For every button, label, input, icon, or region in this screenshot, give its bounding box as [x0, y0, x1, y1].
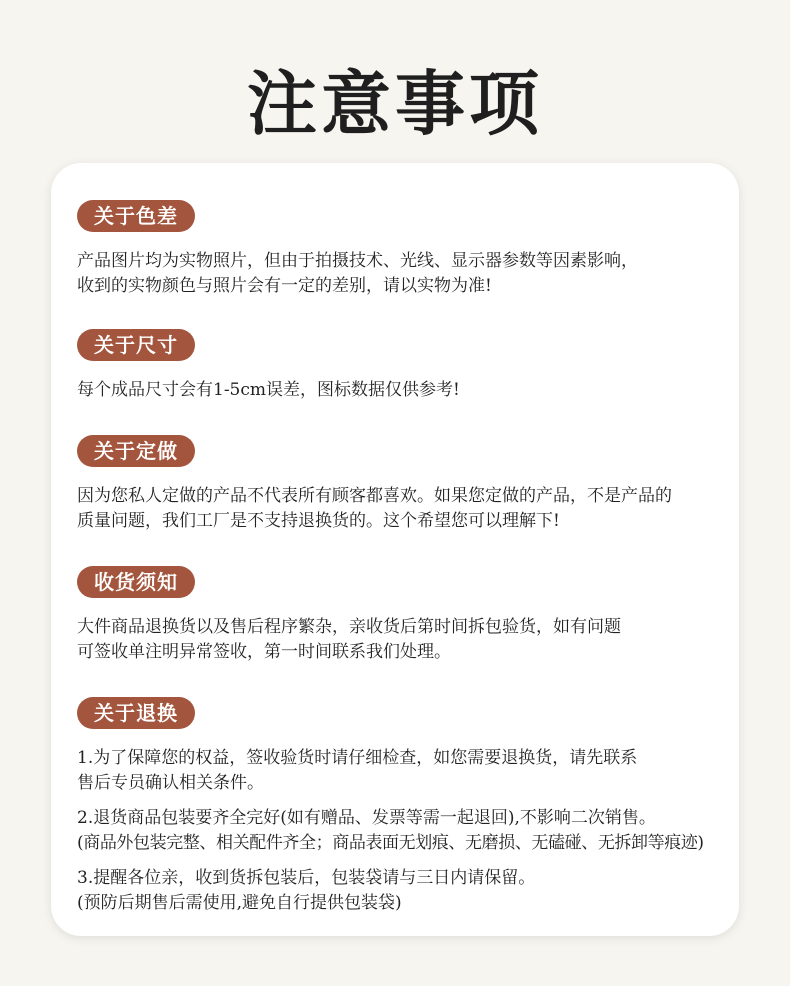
body-line: (预防后期售后需使用,避免自行提供包装袋) [77, 893, 402, 913]
body-line: 质量问题，我们工厂是不支持退换货的。这个希望您可以理解下! [77, 511, 560, 531]
section-heading-badge: 关于退换 [77, 697, 195, 729]
section-receiving-notice [77, 566, 727, 665]
section-custom-order [77, 435, 727, 534]
notice-card [51, 163, 739, 936]
list-item [77, 866, 727, 916]
body-line: 每个成品尺寸会有1-5cm误差，图标数据仅供参考! [77, 380, 460, 400]
body-line: 可签收单注明异常签收，第一时间联系我们处理。 [77, 642, 451, 662]
section-heading-badge: 收货须知 [77, 566, 195, 598]
list-item [77, 746, 727, 796]
body-line: 售后专员确认相关条件。 [77, 773, 264, 793]
section-heading-badge: 关于色差 [77, 200, 195, 232]
section-body [77, 484, 727, 534]
section-color-difference [77, 200, 727, 299]
body-line: 3.提醒各位亲，收到货拆包装后，包装袋请与三日内请保留。 [77, 868, 536, 888]
section-heading-badge: 关于尺寸 [77, 329, 195, 361]
body-line: 1.为了保障您的权益，签收验货时请仔细检查，如您需要退换货，请先联系 [77, 748, 638, 768]
body-line: 产品图片均为实物照片，但由于拍摄技术、光线、显示器参数等因素影响， [77, 251, 638, 271]
body-line: 2.退货商品包装要齐全完好(如有赠品、发票等需一起退回),不影响二次销售。 [77, 808, 656, 828]
section-size [77, 329, 727, 403]
body-line: 收到的实物颜色与照片会有一定的差别，请以实物为准! [77, 276, 492, 296]
section-heading-badge: 关于定做 [77, 435, 195, 467]
section-body [77, 378, 727, 403]
list-item [77, 806, 727, 856]
section-body [77, 615, 727, 665]
body-line: 大件商品退换货以及售后程序繁杂，亲收货后第时间拆包验货，如有问题 [77, 617, 621, 637]
body-line: (商品外包装完整、相关配件齐全；商品表面无划痕、无磨损、无磕碰、无拆卸等痕迹) [77, 833, 704, 853]
section-body [77, 249, 727, 299]
section-body [77, 746, 727, 916]
body-line: 因为您私人定做的产品不代表所有顾客都喜欢。如果您定做的产品，不是产品的 [77, 486, 672, 506]
section-returns [77, 697, 727, 916]
page-title: 注意事项 [247, 62, 543, 145]
